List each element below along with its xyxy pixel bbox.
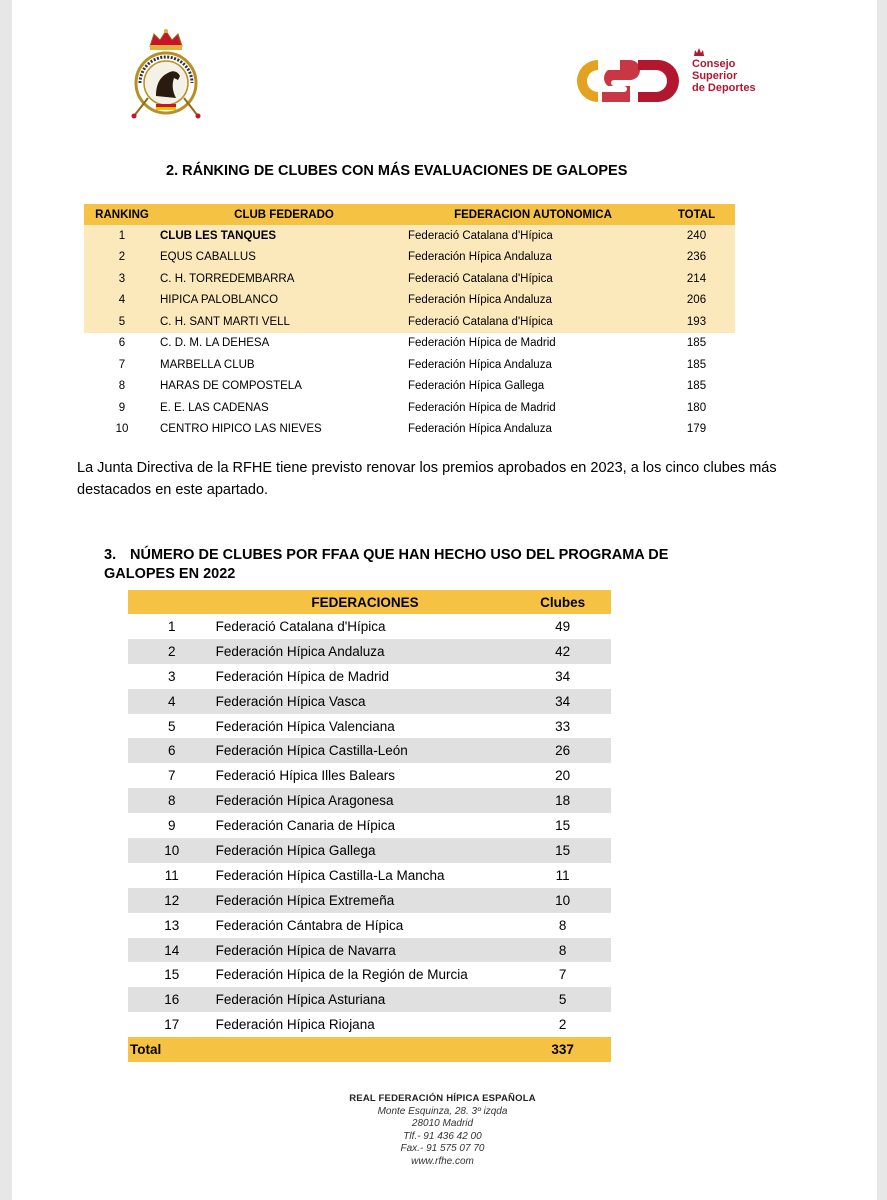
table-row: [128, 987, 611, 1012]
total-label: Total: [128, 1037, 216, 1062]
club-cell: HARAS DE COMPOSTELA: [160, 380, 302, 393]
clubs-cell: 15: [514, 838, 611, 863]
csd-line: de Deportes: [692, 82, 756, 94]
footer-city: 28010 Madrid: [411, 1118, 474, 1129]
table-row: [128, 1012, 611, 1037]
index-cell: 8: [128, 788, 216, 813]
clubs-cell: 11: [555, 867, 570, 883]
clubs-cell: 26: [514, 738, 611, 763]
federation-cell: Federación Hípica Aragonesa: [216, 788, 515, 813]
total-cell: 185: [686, 337, 707, 350]
federation-cell: Federación Hípica Asturiana: [216, 987, 515, 1012]
federation-cell: Federación Hípica de Madrid: [408, 337, 556, 350]
club-cell: C. H. TORREDEMBARRA: [160, 268, 408, 290]
federation-cell: Federación Hípica de Madrid: [215, 668, 389, 684]
section-3-heading: [104, 546, 704, 584]
federation-cell: Federación Hípica Andaluza: [408, 423, 552, 436]
table-row: [128, 689, 611, 714]
table-row: [128, 962, 611, 987]
club-cell: MARBELLA CLUB: [160, 358, 255, 371]
index-cell: 9: [168, 818, 176, 834]
index-cell: 16: [128, 987, 216, 1012]
rfhe-crest-icon: [126, 28, 206, 120]
table-row: [84, 311, 735, 333]
federation-cell: Federación Hípica de Navarra: [216, 938, 515, 963]
table-row: [84, 225, 735, 247]
column-header: TOTAL: [658, 204, 735, 225]
table-row: [128, 863, 611, 888]
section-2-heading: 2. RÁNKING DE CLUBES CON MÁS EVALUACIONES DE GALOPES: [166, 163, 628, 179]
total-cell: 214: [658, 268, 735, 290]
index-cell: 13: [164, 917, 180, 933]
table-row: [128, 838, 611, 863]
total-cell: 179: [686, 423, 707, 436]
table-row: [84, 376, 735, 398]
table-row: [84, 354, 735, 376]
column-header: FEDERACION AUTONOMICA: [408, 204, 658, 225]
total-cell: 193: [658, 311, 735, 333]
index-cell: 17: [164, 1017, 180, 1033]
footer-phone: Tlf.- 91 436 42 00: [403, 1130, 482, 1142]
total-cell: 240: [658, 225, 735, 247]
footer-address: Monte Esquinza, 28. 3º izqda: [377, 1105, 508, 1117]
table-row: [128, 788, 611, 813]
federation-cell: Federación Hípica Extremeña: [216, 888, 515, 913]
column-header: [128, 590, 216, 614]
index-cell: 10: [128, 838, 216, 863]
federations-table: [128, 590, 611, 1062]
rank-cell: 4: [84, 290, 160, 312]
club-cell: HIPICA PALOBLANCO: [160, 290, 408, 312]
clubs-cell: 8: [558, 917, 567, 933]
index-cell: 12: [128, 888, 216, 913]
clubs-cell: 7: [558, 967, 567, 983]
table-row: [84, 290, 735, 312]
table-row: [84, 268, 735, 290]
rank-cell: 2: [84, 247, 160, 269]
index-cell: 11: [164, 867, 179, 883]
clubs-cell: 15: [555, 818, 571, 834]
table-row: [128, 938, 611, 963]
federation-cell: Federación Hípica de Madrid: [408, 401, 556, 414]
table-row: [128, 888, 611, 913]
federation-cell: Federació Catalana d'Hípica: [215, 618, 386, 634]
footer-fax: Fax.- 91 575 07 70: [400, 1143, 485, 1154]
footer-org: REAL FEDERACIÓN HÍPICA ESPAÑOLA: [349, 1093, 536, 1104]
federation-cell: Federació Catalana d'Hípica: [408, 311, 658, 333]
table-row: [128, 714, 611, 739]
clubs-cell: 49: [555, 618, 571, 634]
total-value: 337: [514, 1037, 611, 1062]
clubs-cell: 2: [558, 1017, 567, 1033]
total-row: [128, 1037, 611, 1062]
federation-cell: Federación Hípica Riojana: [215, 1017, 375, 1033]
table-row: [128, 763, 611, 788]
ranking-header-row: [84, 204, 735, 225]
federation-cell: Federación Hípica Andaluza: [216, 639, 515, 664]
clubs-cell: 34: [514, 689, 611, 714]
page-frame-right: [877, 0, 887, 1200]
column-header: Clubes: [514, 590, 611, 614]
csd-logo-text: [692, 58, 792, 94]
club-cell: CENTRO HIPICO LAS NIEVES: [160, 423, 322, 436]
table-row: [128, 664, 611, 689]
clubs-cell: 20: [555, 768, 571, 784]
rank-cell: 3: [84, 268, 160, 290]
clubs-cell: 34: [555, 668, 571, 684]
federation-cell: Federació Catalana d'Hípica: [408, 225, 658, 247]
federation-cell: Federación Hípica Gallega: [408, 380, 545, 393]
federation-cell: Federación Hípica Gallega: [216, 838, 515, 863]
clubs-cell: 18: [514, 788, 611, 813]
federation-cell: Federación Cántabra de Hípica: [215, 917, 404, 933]
csd-mark-icon: [568, 56, 683, 106]
federation-cell: Federación Hípica de la Región de Murcia: [215, 967, 468, 983]
federation-cell: Federación Hípica Andaluza: [408, 247, 658, 269]
club-cell: C. H. SANT MARTI VELL: [160, 311, 408, 333]
table-row: [128, 614, 611, 639]
federation-cell: Federació Hípica Illes Balears: [215, 768, 395, 784]
index-cell: 14: [128, 938, 216, 963]
total-spacer: [216, 1037, 515, 1062]
club-cell: CLUB LES TANQUES: [160, 225, 408, 247]
total-cell: 236: [658, 247, 735, 269]
rank-cell: 8: [118, 380, 126, 393]
footer: [320, 1093, 565, 1168]
table-row: [128, 639, 611, 664]
column-header: RANKING: [84, 204, 160, 225]
footer-web: www.rfhe.com: [411, 1155, 474, 1167]
index-cell: 3: [168, 668, 176, 684]
total-cell: 185: [686, 380, 707, 393]
column-header: FEDERACIONES: [216, 590, 515, 614]
page-frame-left: [0, 0, 12, 1200]
rank-cell: 10: [115, 423, 129, 436]
table-row: [84, 333, 735, 355]
federation-cell: Federación Canaria de Hípica: [215, 818, 395, 834]
rank-cell: 7: [118, 358, 126, 371]
federation-cell: Federación Hípica Valenciana: [215, 718, 395, 734]
column-header: CLUB FEDERADO: [160, 204, 408, 225]
index-cell: 15: [164, 967, 180, 983]
federation-cell: Federación Hípica Andaluza: [408, 290, 658, 312]
table-row: [84, 397, 735, 419]
csd-line: Consejo: [692, 58, 736, 70]
table-row: [84, 419, 735, 441]
total-cell: 180: [686, 401, 707, 414]
federation-cell: Federación Hípica Vasca: [216, 689, 515, 714]
table-row: [84, 247, 735, 269]
table-row: [128, 813, 611, 838]
clubs-cell: 8: [514, 938, 611, 963]
federation-cell: Federación Hípica Castilla-León: [216, 738, 515, 763]
crown-icon: [693, 47, 705, 57]
club-cell: C. D. M. LA DEHESA: [160, 337, 270, 350]
index-cell: 1: [168, 618, 176, 634]
clubs-cell: 10: [514, 888, 611, 913]
federations-header-row: [128, 590, 611, 614]
total-cell: 185: [686, 358, 707, 371]
index-cell: 4: [128, 689, 216, 714]
index-cell: 2: [128, 639, 216, 664]
federation-cell: Federación Hípica Castilla-La Mancha: [215, 867, 445, 883]
rank-cell: 6: [118, 337, 126, 350]
federation-cell: Federació Catalana d'Hípica: [408, 268, 658, 290]
clubs-cell: 33: [555, 718, 571, 734]
clubs-cell: 5: [514, 987, 611, 1012]
rfhe-logo: [126, 28, 206, 120]
table-row: [128, 913, 611, 938]
section-3-title: NÚMERO DE CLUBES POR FFAA QUE HAN HECHO USO DEL PROGRAMA DE GALOPES EN 2022: [104, 547, 669, 582]
club-cell: EQUS CABALLUS: [160, 247, 408, 269]
section-3-number: 3.: [104, 547, 117, 563]
index-cell: 7: [168, 768, 176, 784]
rank-cell: 1: [84, 225, 160, 247]
clubs-cell: 42: [514, 639, 611, 664]
csd-line: Superior: [692, 70, 738, 82]
index-cell: 6: [128, 738, 216, 763]
rank-cell: 9: [118, 401, 126, 414]
ranking-table: [84, 204, 735, 440]
index-cell: 5: [168, 718, 176, 734]
table-row: [128, 738, 611, 763]
awards-paragraph: La Junta Directiva de la RFHE tiene previsto renovar los premios aprobados en 2023, a los cinco clubes más destacados en este apartado.: [77, 460, 777, 498]
rank-cell: 5: [84, 311, 160, 333]
federation-cell: Federación Hípica Andaluza: [408, 358, 552, 371]
total-cell: 206: [658, 290, 735, 312]
club-cell: E. E. LAS CADENAS: [160, 401, 269, 414]
